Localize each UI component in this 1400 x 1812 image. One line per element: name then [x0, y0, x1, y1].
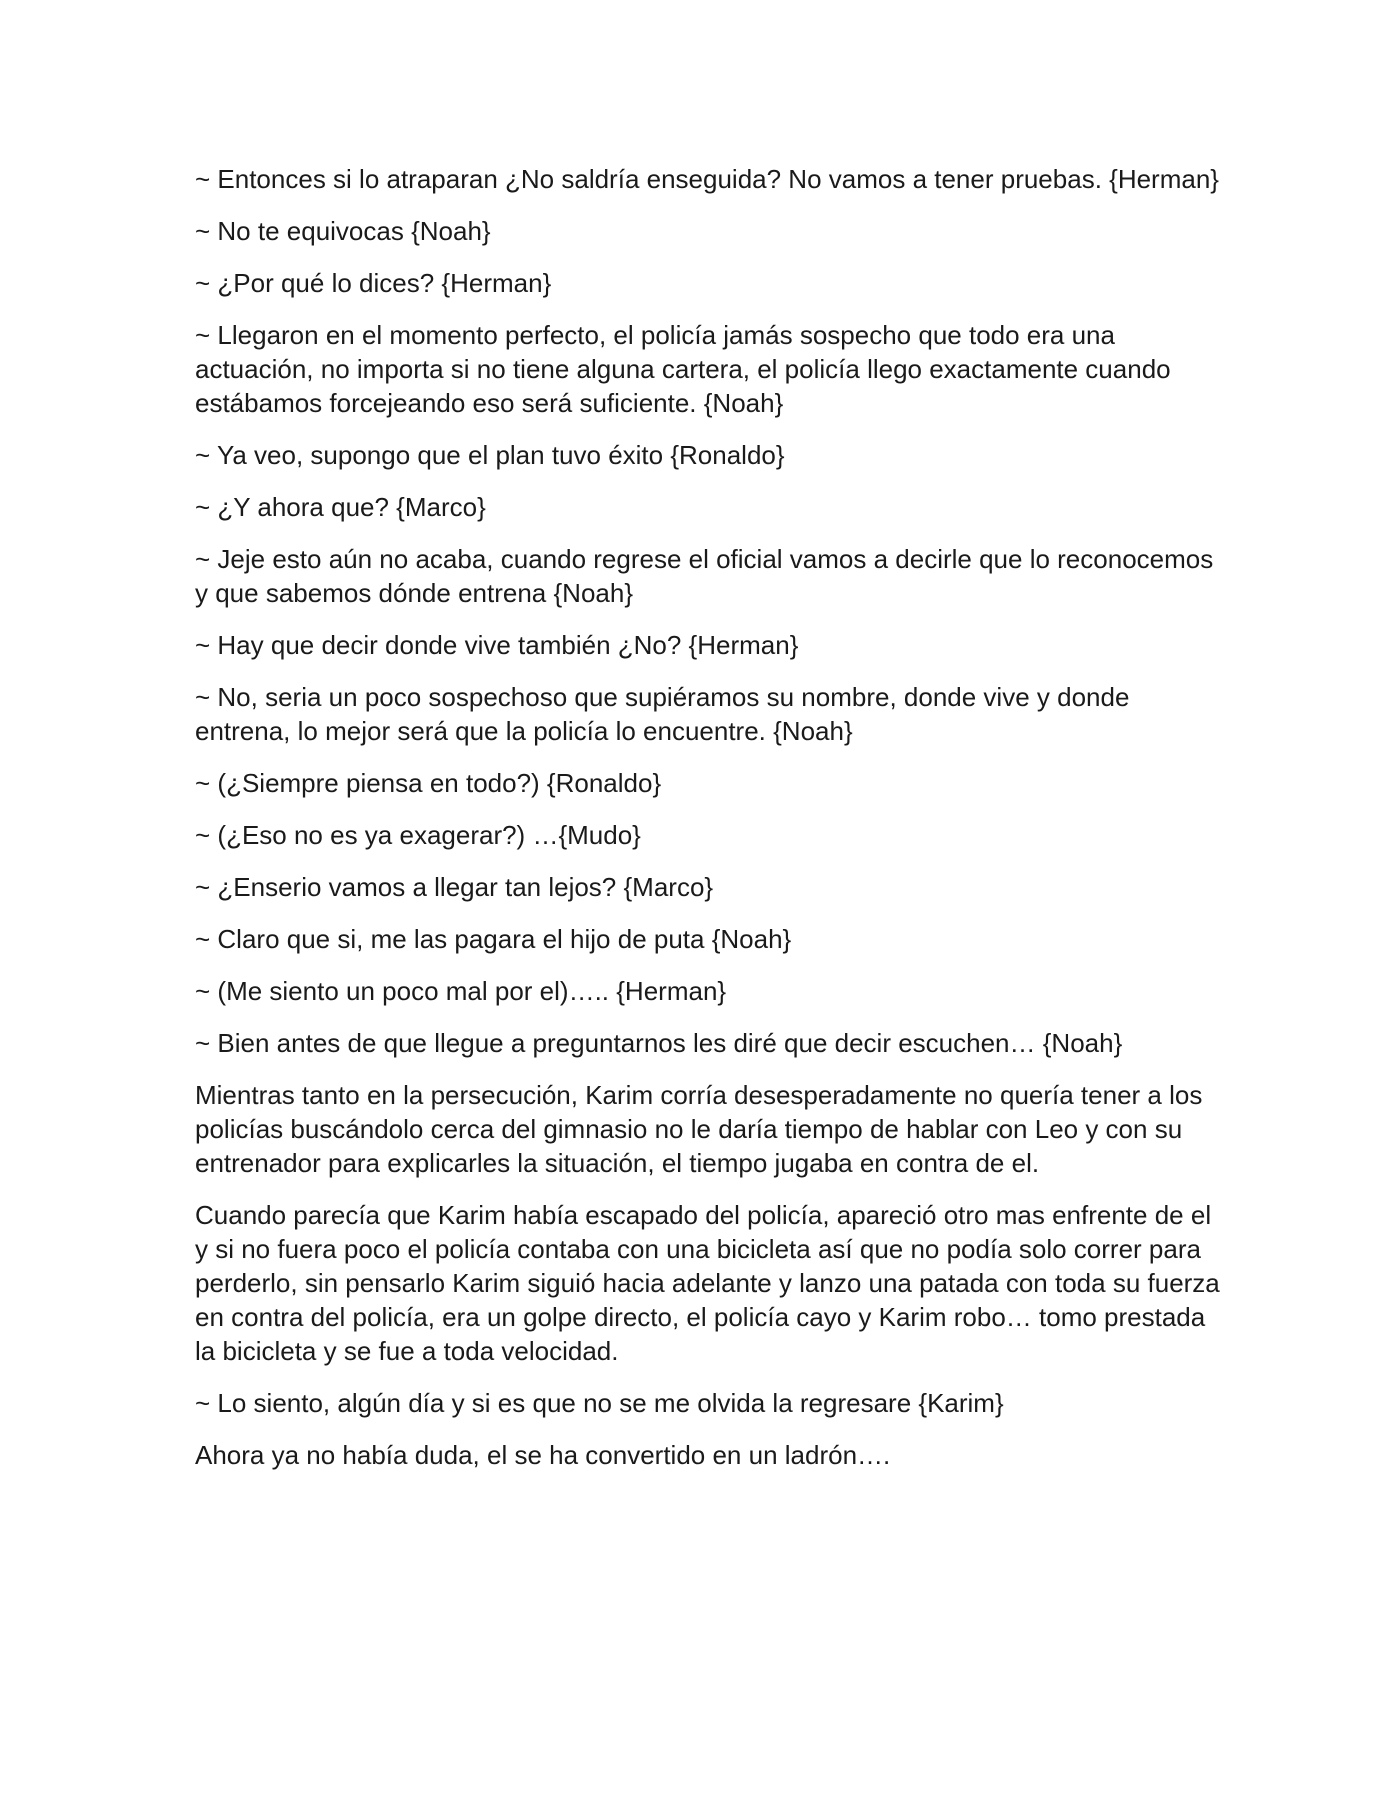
dialogue-line: ~ Bien antes de que llegue a preguntarnos les diré que decir escuchen… {Noah}	[195, 1028, 1123, 1058]
dialogue-line: ~ ¿Por qué lo dices? {Herman}	[195, 268, 552, 298]
dialogue-line: ~ ¿Enserio vamos a llegar tan lejos? {Marco}	[195, 872, 714, 902]
dialogue-line: ~ Llegaron en el momento perfecto, el policía jamás sospecho que todo era una actuación, no importa si no tiene alguna cartera, el policía llego exactamente cuando estábamos forcejeando eso será suficiente. {Noah}	[195, 320, 1171, 418]
dialogue-line: ~ (¿Siempre piensa en todo?) {Ronaldo}	[195, 768, 662, 798]
dialogue-line: ~ Entonces si lo atraparan ¿No saldría enseguida? No vamos a tener pruebas. {Herman}	[195, 164, 1219, 194]
narrative-paragraph: Ahora ya no había duda, el se ha convertido en un ladrón….	[195, 1440, 891, 1470]
dialogue-line: ~ Hay que decir donde vive también ¿No? {Herman}	[195, 630, 799, 660]
dialogue-line: ~ Lo siento, algún día y si es que no se me olvida la regresare {Karim}	[195, 1388, 1004, 1418]
dialogue-line: ~ No te equivocas {Noah}	[195, 216, 491, 246]
dialogue-line: ~ ¿Y ahora que? {Marco}	[195, 492, 486, 522]
narrative-paragraph: Cuando parecía que Karim había escapado del policía, apareció otro mas enfrente de el y si no fuera poco el policía contaba con una bicicleta así que no podía solo correr para perderlo, sin pensarlo Karim siguió hacia adelante y lanzo una patada con toda su fuerza en contra del policía, era un golpe directo, el policía cayo y Karim robo… tomo prestada la bicicleta y se fue a toda velocidad.	[195, 1200, 1220, 1366]
dialogue-line: ~ Ya veo, supongo que el plan tuvo éxito {Ronaldo}	[195, 440, 785, 470]
dialogue-line: ~ Claro que si, me las pagara el hijo de puta {Noah}	[195, 924, 792, 954]
dialogue-line: ~ (¿Eso no es ya exagerar?) …{Mudo}	[195, 820, 641, 850]
dialogue-line: ~ (Me siento un poco mal por el)….. {Herman}	[195, 976, 727, 1006]
text-body	[195, 162, 1225, 1490]
narrative-paragraph: Mientras tanto en la persecución, Karim corría desesperadamente no quería tener a los policías buscándolo cerca del gimnasio no le daría tiempo de hablar con Leo y con su entrenador para explicarles la situación, el tiempo jugaba en contra de el.	[195, 1080, 1203, 1178]
dialogue-line: ~ Jeje esto aún no acaba, cuando regrese el oficial vamos a decirle que lo reconocemos y que sabemos dónde entrena {Noah}	[195, 544, 1214, 608]
dialogue-line: ~ No, seria un poco sospechoso que supiéramos su nombre, donde vive y donde entrena, lo mejor será que la policía lo encuentre. {Noah}	[195, 682, 1130, 746]
